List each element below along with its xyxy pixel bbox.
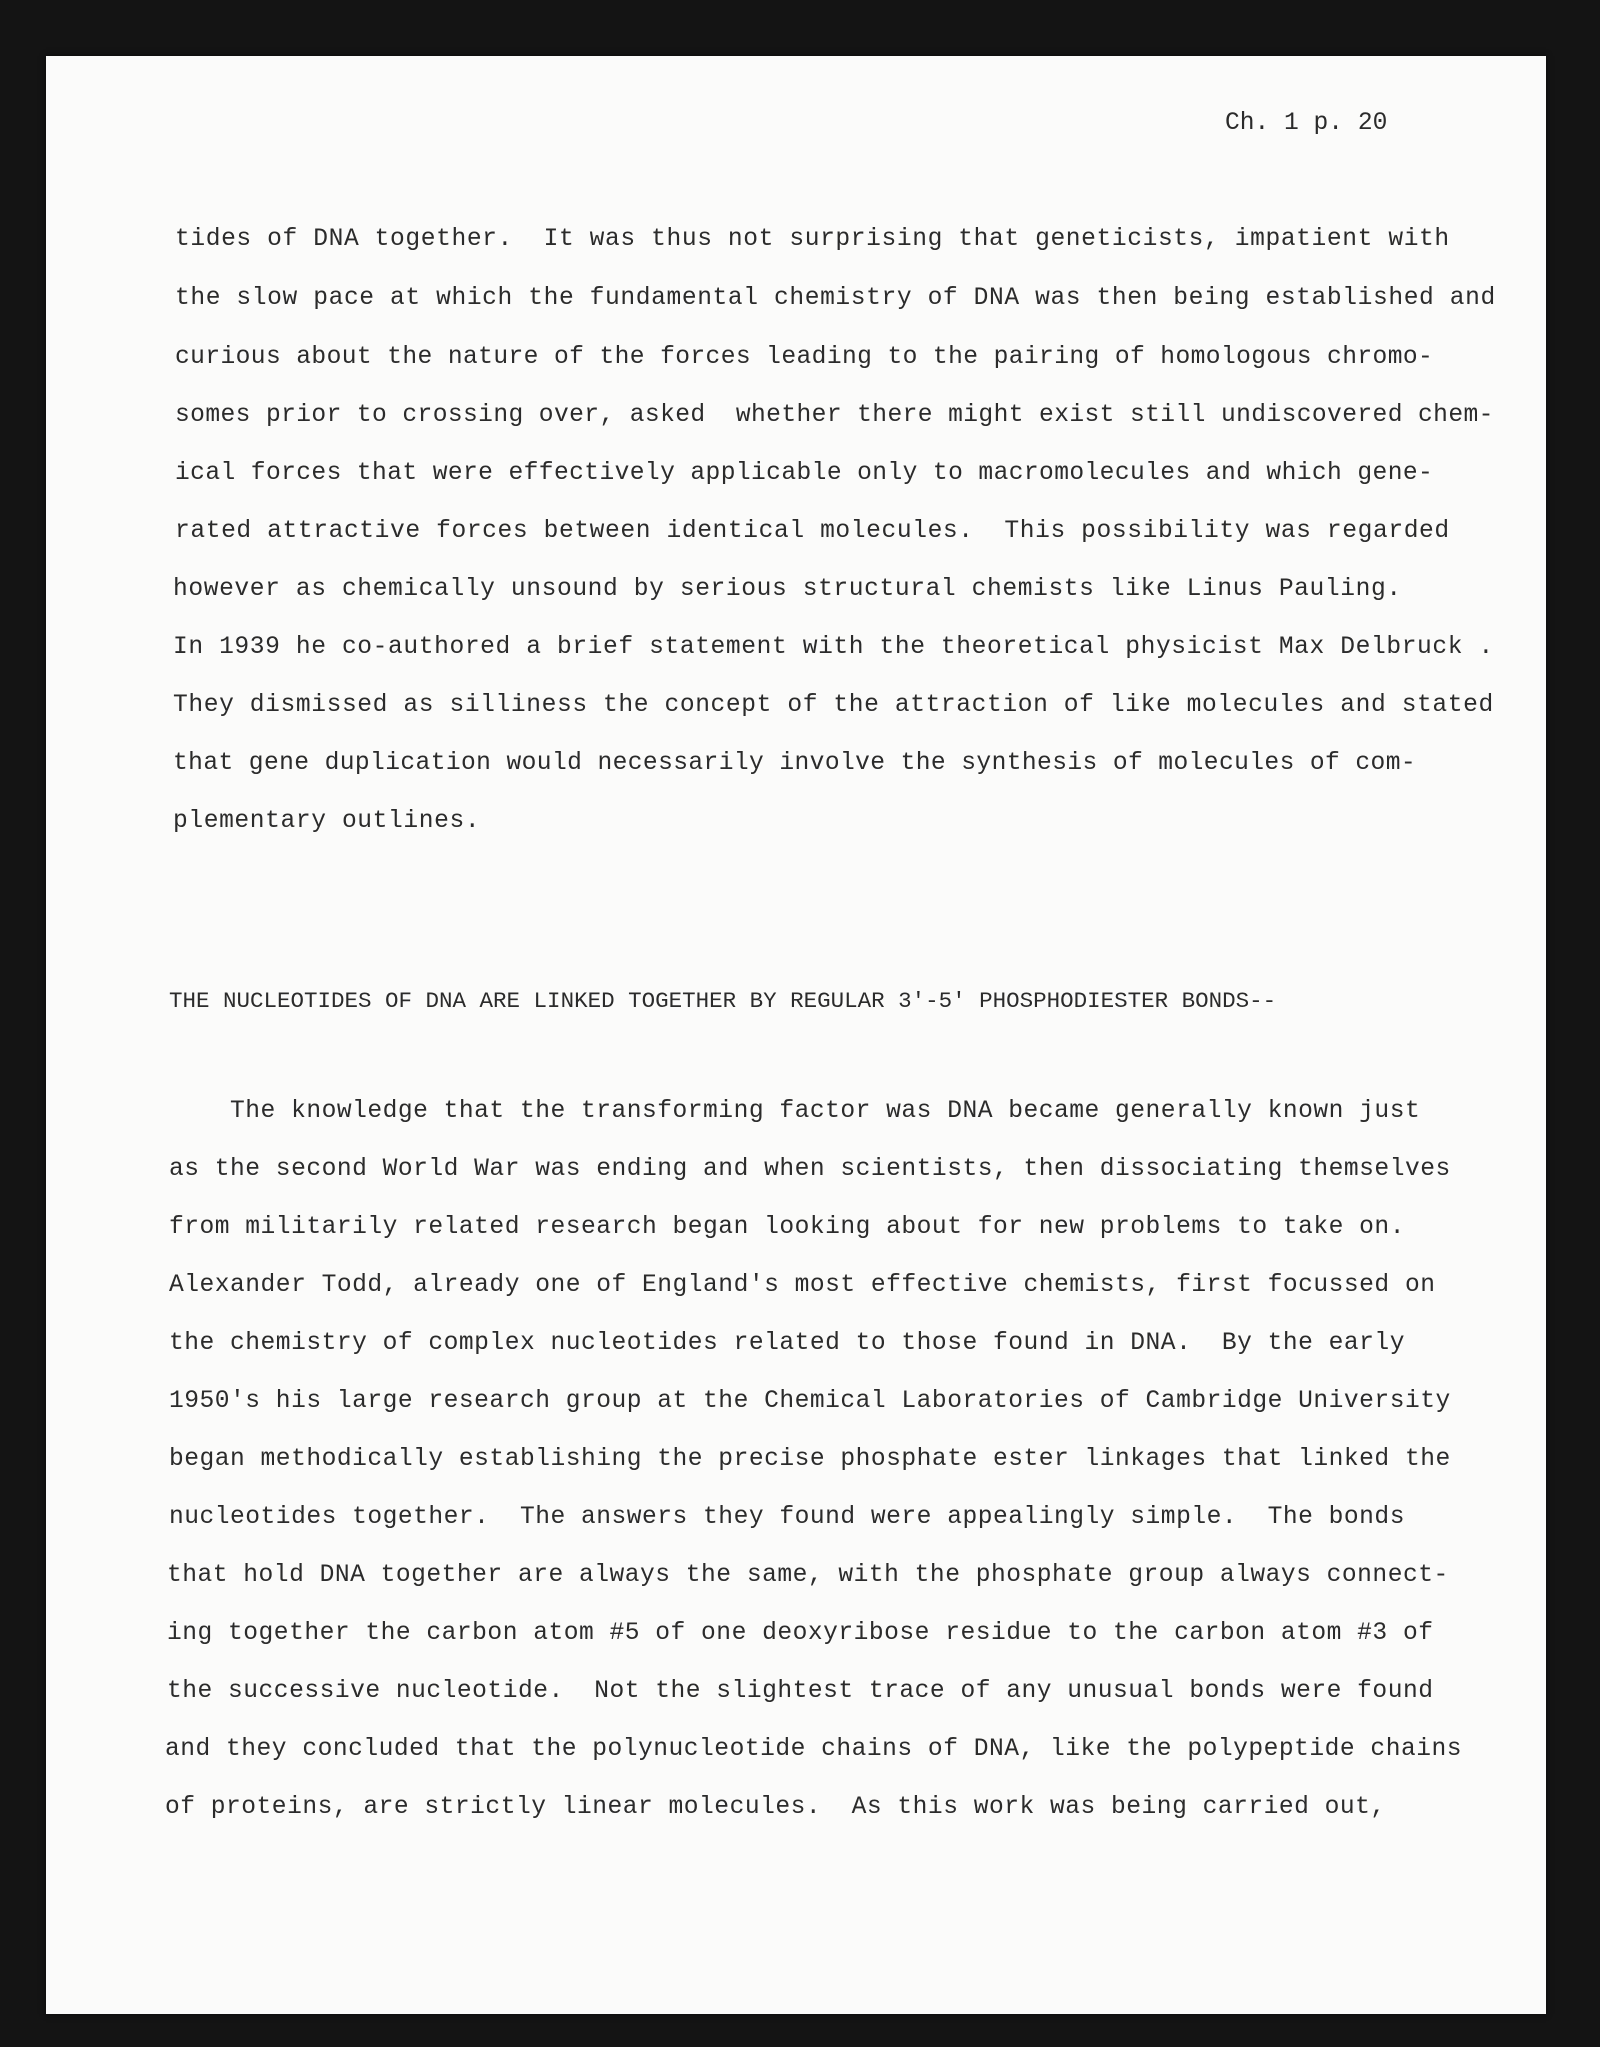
paragraph-line: curious about the nature of the forces leading to the pairing of homologous chromo- xyxy=(175,344,1434,371)
paragraph-line: ing together the carbon atom #5 of one deoxyribose residue to the carbon atom #3 of xyxy=(167,1620,1434,1647)
paragraph-line: tides of DNA together. It was thus not surprising that geneticists, impatient with xyxy=(175,226,1450,253)
paragraph-line: They dismissed as silliness the concept of the attraction of like molecules and stated xyxy=(173,692,1494,719)
paragraph-line: that gene duplication would necessarily involve the synthesis of molecules of com- xyxy=(173,750,1417,777)
paragraph-line: from militarily related research began looking about for new problems to take on. xyxy=(169,1214,1405,1241)
paragraph-line: began methodically establishing the precise phosphate ester linkages that linked the xyxy=(169,1446,1451,1473)
paragraph-line: somes prior to crossing over, asked whether there might exist still undiscovered chem- xyxy=(175,402,1494,429)
paragraph-line: The knowledge that the transforming factor was DNA became generally known just xyxy=(169,1098,1421,1125)
section-heading: THE NUCLEOTIDES OF DNA ARE LINKED TOGETHER BY REGULAR 3'-5' PHOSPHODIESTER BONDS-- xyxy=(169,988,1277,1014)
paragraph-line: of proteins, are strictly linear molecules. As this work was being carried out, xyxy=(165,1794,1386,1821)
paragraph-line: that hold DNA together are always the same, with the phosphate group always connect- xyxy=(167,1562,1449,1589)
paragraph-line: as the second World War was ending and when scientists, then dissociating themselves xyxy=(169,1156,1451,1183)
paragraph-line: and they concluded that the polynucleotide chains of DNA, like the polypeptide chains xyxy=(165,1736,1462,1763)
paragraph-line: 1950's his large research group at the Chemical Laboratories of Cambridge University xyxy=(169,1388,1451,1415)
paragraph-line: the slow pace at which the fundamental chemistry of DNA was then being established and xyxy=(175,285,1496,312)
paragraph-line: however as chemically unsound by serious structural chemists like Linus Pauling. xyxy=(173,576,1402,603)
paragraph-line: the successive nucleotide. Not the slightest trace of any unusual bonds were found xyxy=(167,1678,1434,1705)
typed-page xyxy=(46,56,1546,2014)
paragraph-line: nucleotides together. The answers they found were appealingly simple. The bonds xyxy=(169,1504,1405,1531)
paragraph-line: Alexander Todd, already one of England's most effective chemists, first focussed on xyxy=(169,1272,1436,1299)
paragraph-line: plementary outlines. xyxy=(173,808,481,835)
paragraph-line: ical forces that were effectively applicable only to macromolecules and which gene- xyxy=(175,460,1434,487)
paragraph-line: the chemistry of complex nucleotides related to those found in DNA. By the early xyxy=(169,1330,1405,1357)
page-reference: Ch. 1 p. 20 xyxy=(1225,110,1388,137)
paragraph-line: In 1939 he co-authored a brief statement with the theoretical physicist Max Delbruck . xyxy=(173,634,1494,661)
paragraph-line: rated attractive forces between identical molecules. This possibility was regarded xyxy=(175,518,1450,545)
